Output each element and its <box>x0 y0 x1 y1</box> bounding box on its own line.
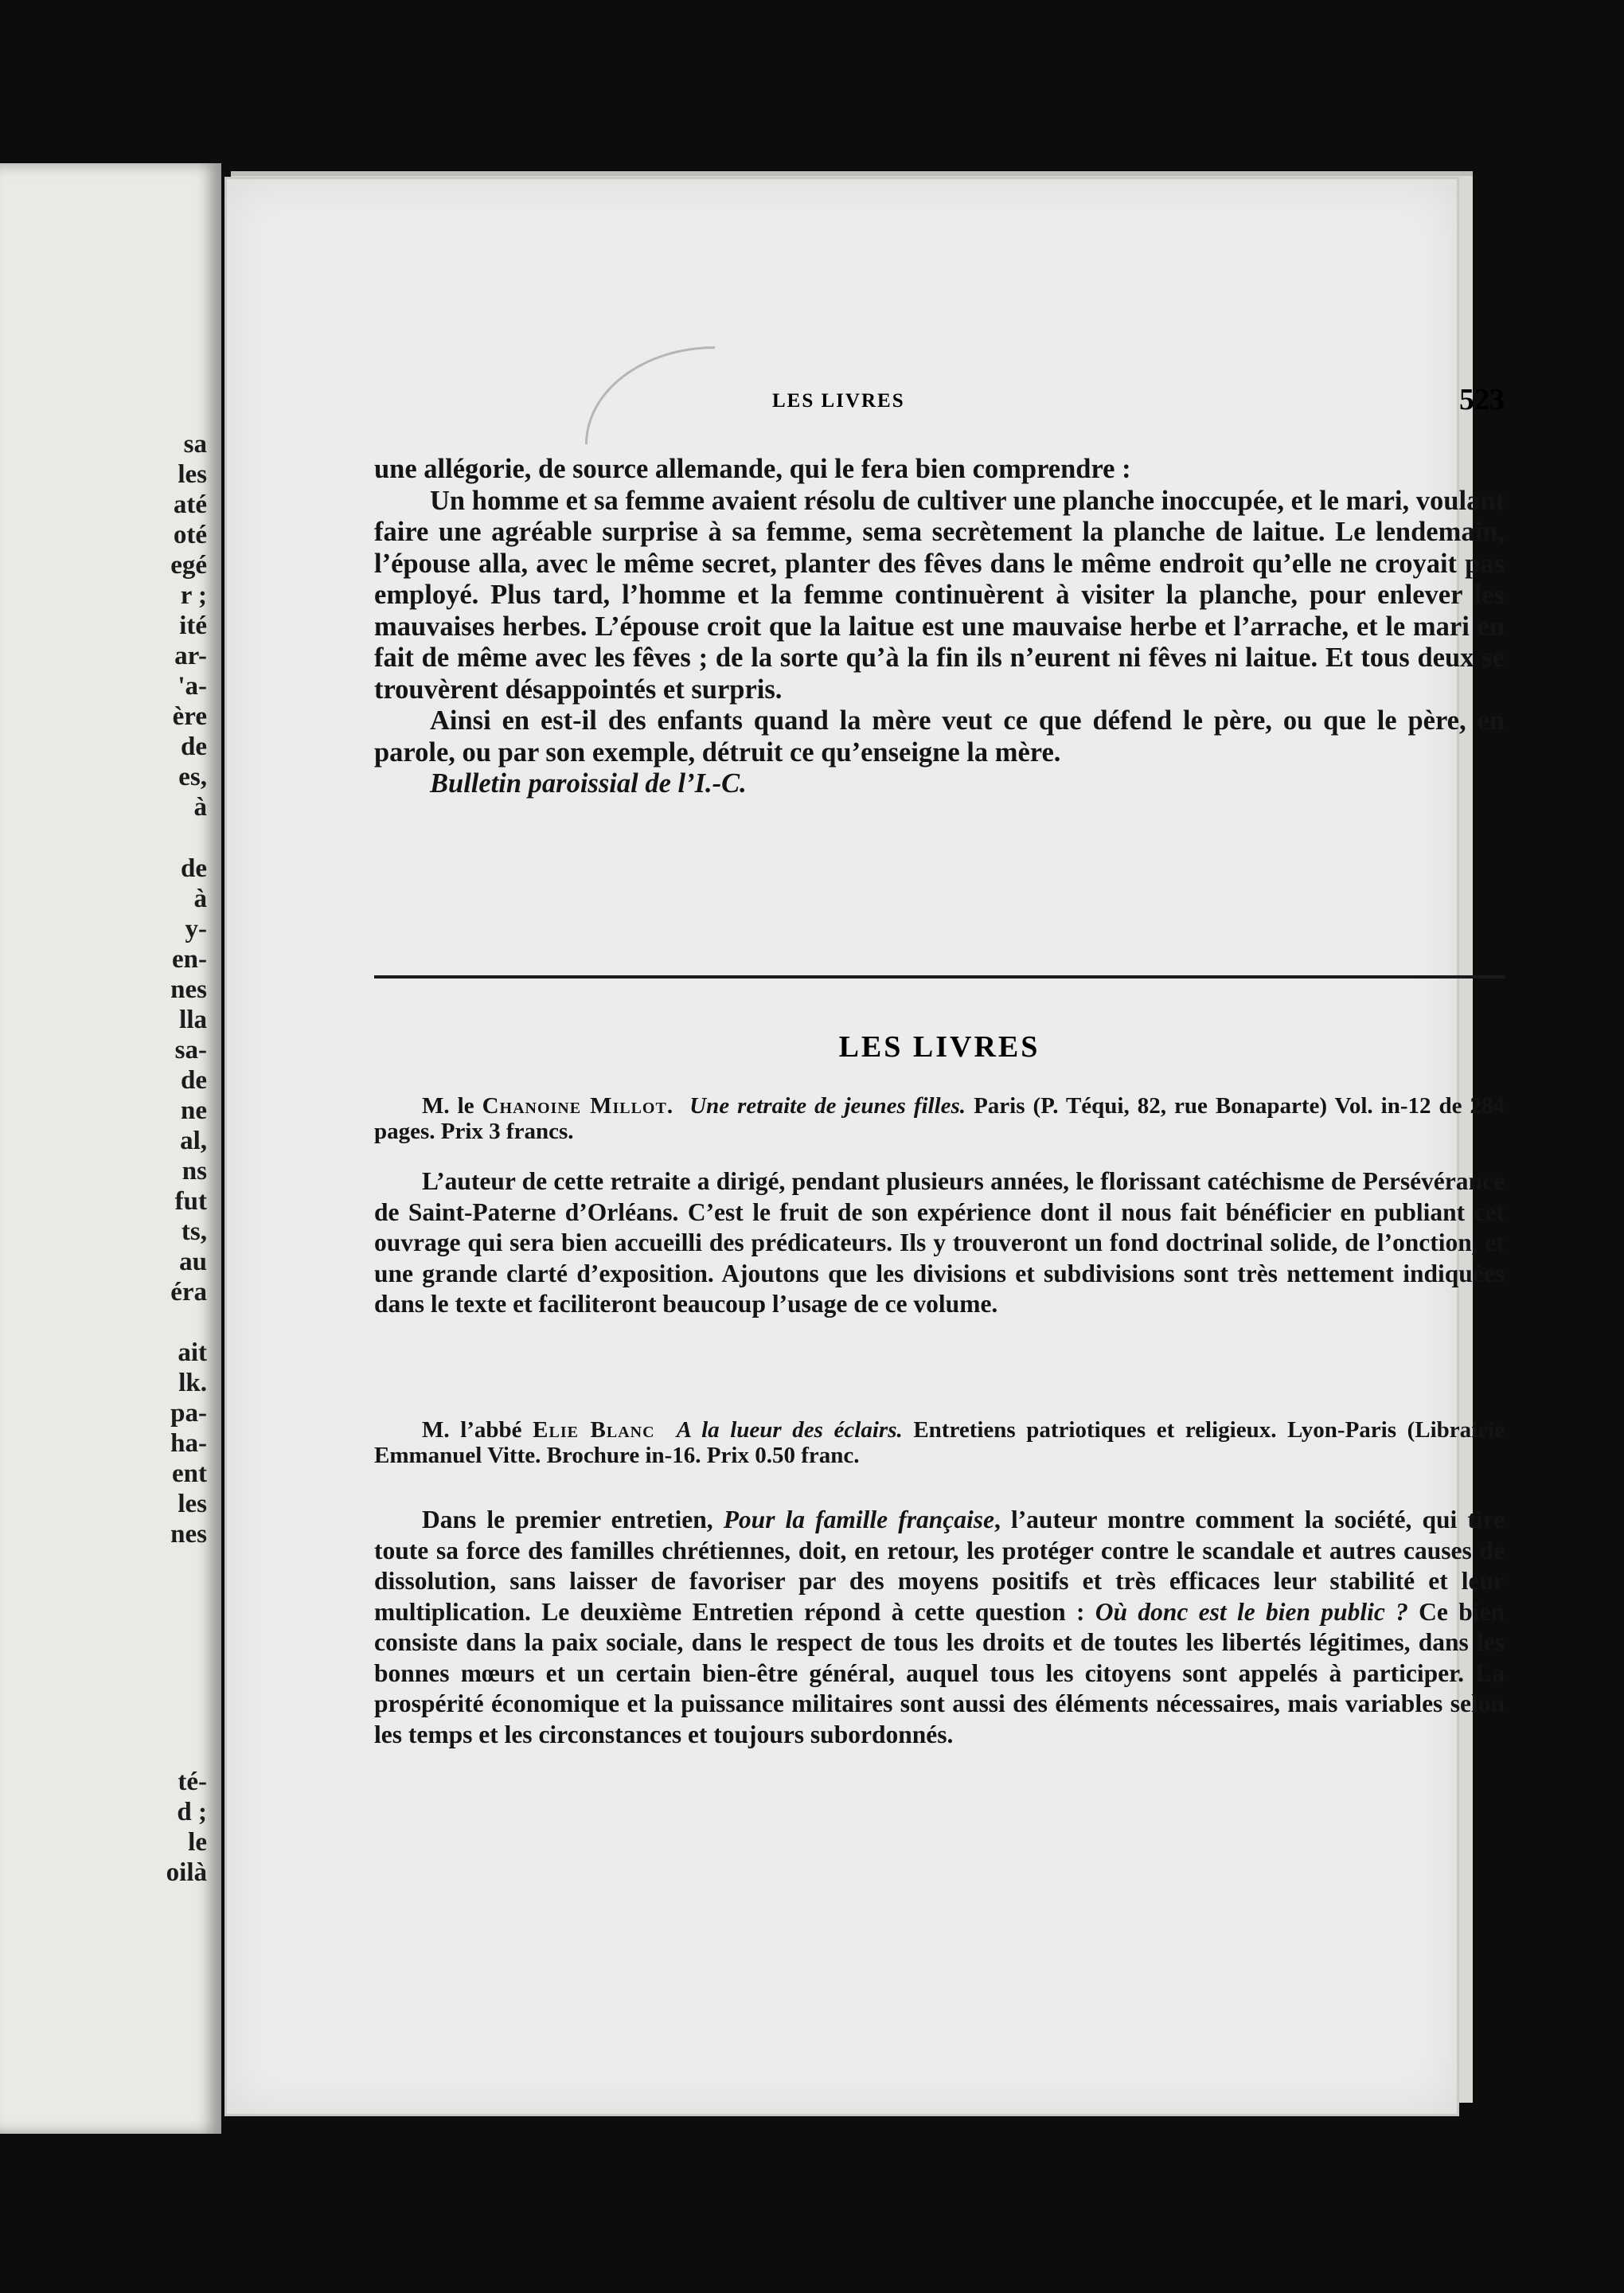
left-fragment: ité <box>179 611 207 640</box>
ref-details: Entretiens patriotiques et religieux. Lyon-Paris (Librairie Emmanuel Vitte. Brochure in-16. Prix 0.50 franc. <box>374 1417 1505 1468</box>
running-head <box>374 382 1505 430</box>
left-fragment: oilà <box>166 1858 207 1887</box>
ref-details: Paris (P. Téqui, 82, rue Bonaparte) Vol. in-12 de 284 pages. Prix 3 francs. <box>374 1093 1505 1144</box>
page-number: 523 <box>1459 383 1505 416</box>
left-fragment: oté <box>173 521 207 549</box>
book-reference <box>374 1417 1505 1468</box>
book-reference <box>374 1093 1505 1144</box>
ref-title: A la lueur des éclairs. <box>676 1417 903 1443</box>
left-fragment: ère <box>172 702 207 731</box>
left-fragment: les <box>178 1490 207 1518</box>
book-review <box>374 1505 1505 1750</box>
left-fragment: de <box>181 854 207 883</box>
left-fragment: le <box>188 1828 207 1857</box>
left-fragment: de <box>181 1066 207 1095</box>
left-fragment: d ; <box>177 1798 207 1826</box>
ref-author-prefix: M. l’abbé <box>422 1417 533 1443</box>
left-fragment: à <box>193 793 207 822</box>
left-fragment: té- <box>178 1768 207 1796</box>
ref-author: Elie Blanc <box>533 1417 655 1443</box>
review-text: , l’auteur montre comment la société, qui tire toute sa force des familles chrétiennes, doit, en retour, les protéger contre le scandale et autres causes de dissolution, sans laisser de favoriser par des moyens positifs et très efficaces leur stabilité et leur multiplication. Le deuxième Entretien répond à cette question : <box>374 1506 1505 1626</box>
review-italic: Pour la famille française <box>723 1506 994 1533</box>
left-fragment: nes <box>170 975 207 1004</box>
left-fragment: y- <box>185 915 207 943</box>
left-fragment: les <box>178 460 207 489</box>
left-fragment: lk. <box>178 1369 207 1397</box>
book-review <box>374 1166 1505 1320</box>
left-fragment: éra <box>170 1278 207 1307</box>
left-fragment: à <box>193 885 207 913</box>
review-text: Ce bien consiste dans la paix sociale, dans le respect de tous les droits et de toutes les libertés légitimes, dans les bonnes mœurs et un certain bien-être général, auquel tous les citoyens sont appelés à participer. La prospérité économique et la puissance militaires sont aussi des éléments nécessaires, mais variables selon les temps et les circonstances et toujours subordonnés. <box>374 1597 1505 1748</box>
source-citation: Bulletin paroissial de l’I.-C. <box>430 768 747 799</box>
book-page <box>227 179 1505 2114</box>
ref-author-prefix: M. le <box>422 1093 482 1119</box>
left-fragment: pa- <box>170 1399 207 1428</box>
allegory-text <box>374 454 1505 800</box>
left-fragment: ns <box>182 1157 207 1186</box>
left-fragment: ha- <box>170 1429 207 1458</box>
left-fragment: ent <box>172 1459 207 1488</box>
paragraph: Un homme et sa femme avaient résolu de cultiver une planche inoccupée, et le mari, voulant faire une agréable surprise à sa femme, sema secrètement la planche de laitue. Le lendemain, l’épouse alla, avec le même secret, planter des fêves dans le même endroit qu’elle ne croyait pas employé. Plus tard, l’homme et la femme continuèrent à visiter la planche, pour enlever les mauvaises herbes. L’épouse croit que la laitue est une mauvaise herbe et l’arrache, et le mari en fait de même avec les fêves ; de la sorte qu’à la fin ils n’eurent ni fêves ni laitue. Et tous deux se trouvèrent désappointés et surpris. <box>374 485 1505 705</box>
section-title: LES LIVRES <box>838 1030 1040 1064</box>
review-text: L’auteur de cette retraite a dirigé, pendant plusieurs années, le florissant catéchisme de Persévérance de Saint-Paterne d’Orléans. C’est le fruit de son expérience dont il nous fait bénéficier en publiant cet ouvrage qui sera bien accueilli des prédicateurs. Ils y trouveront un fond doctrinal solide, de l’onction, et une grande clarté d’exposition. Ajoutons que les divisions et subdivisions sont très nettement indiquées dans le texte et faciliteront beaucoup l’usage de ce volume. <box>374 1167 1505 1318</box>
left-fragment: até <box>173 490 207 519</box>
left-fragment: sa- <box>174 1036 207 1064</box>
left-page-fragment <box>0 163 221 2134</box>
left-fragment: r ; <box>180 581 207 610</box>
section-divider <box>374 975 1505 979</box>
left-fragment: nes <box>170 1520 207 1549</box>
left-fragment: al, <box>180 1127 207 1155</box>
review-italic: Où donc est le bien public ? <box>1095 1597 1408 1626</box>
left-fragment: fut <box>174 1187 207 1216</box>
left-fragment: es, <box>178 763 207 791</box>
ref-author: Chanoine Millot. <box>482 1093 674 1119</box>
left-fragment: de <box>181 732 207 761</box>
left-fragment: ts, <box>181 1217 207 1246</box>
left-fragment: ne <box>181 1096 207 1125</box>
running-head-title: LES LIVRES <box>772 390 905 412</box>
left-fragment: ait <box>178 1338 207 1367</box>
left-fragment: egé <box>170 551 207 580</box>
review-text: Dans le premier entretien, <box>422 1506 724 1533</box>
ref-title: Une retraite de jeunes filles. <box>689 1093 966 1119</box>
left-fragment: 'a- <box>178 672 207 701</box>
paragraph: une allégorie, de source allemande, qui le fera bien comprendre : <box>374 454 1131 484</box>
left-fragment: au <box>179 1248 207 1276</box>
left-fragment: lla <box>179 1006 207 1034</box>
left-fragment: ar- <box>174 642 207 670</box>
left-fragment: en- <box>172 945 207 974</box>
paragraph: Ainsi en est-il des enfants quand la mère veut ce que défend le père, ou que le père, en parole, ou par son exemple, détruit ce qu’enseigne la mère. <box>374 705 1505 768</box>
left-fragment: sa <box>183 430 207 459</box>
